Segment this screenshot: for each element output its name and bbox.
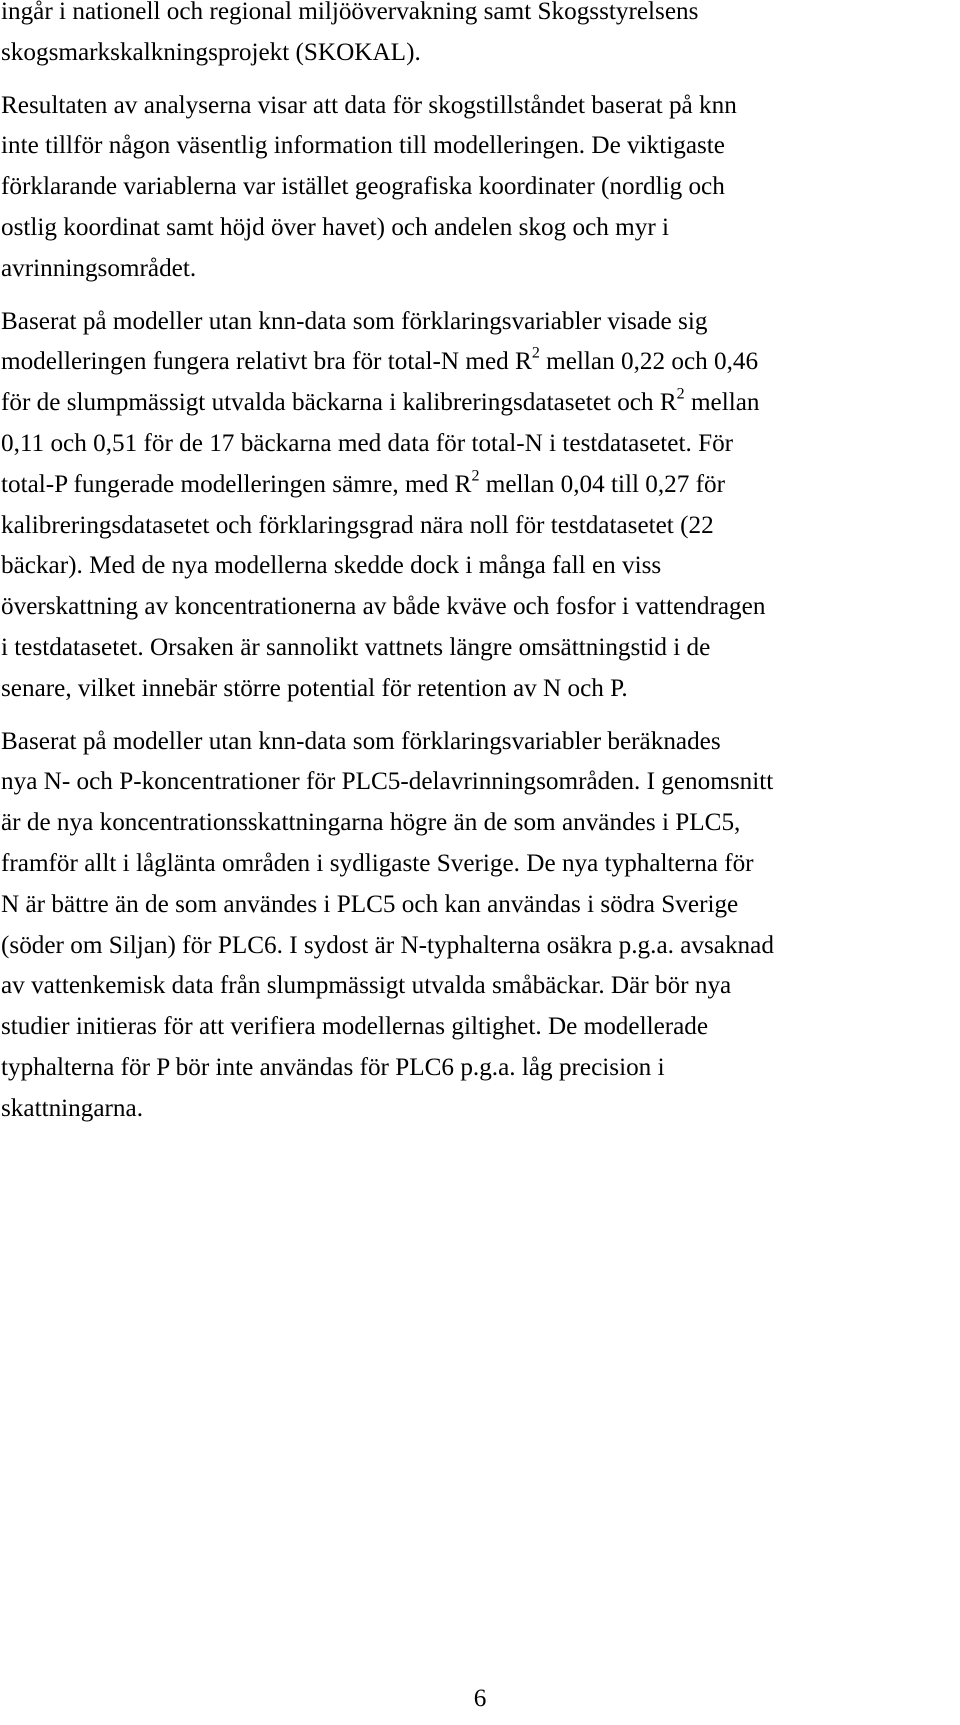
paragraph-gap bbox=[1, 710, 950, 722]
superscript-r-squared: 2 bbox=[676, 385, 685, 403]
paragraph-gap bbox=[1, 290, 950, 302]
superscript-r-squared: 2 bbox=[471, 467, 480, 485]
superscript-r-squared: 2 bbox=[531, 344, 540, 362]
paragraph-model-performance bbox=[1, 302, 950, 710]
paragraph-analysis-results bbox=[1, 86, 950, 290]
page-number: 6 bbox=[473, 1685, 487, 1712]
paragraph-continuation-skokal bbox=[1, 0, 950, 74]
text-segment: Baserat på modeller utan knn-data som förklaringsvariabler beräknades nya N- och P-koncentrationer för PLC5-delavrinningsområden. I genomsnitt är de nya koncentrationsskattningarna högre än de som användes i PLC5, framför allt i låglänta områden i sydligaste Sverige. De nya typhalterna för N är bättre än de som användes i PLC5 och kan användas i södra Sverige (söder om Siljan) för PLC6. I sydost är N-typhalterna osäkra p.g.a. avsaknad av vattenkemisk data från slumpmässigt utvalda småbäckar. Där bör nya studier initieras för att verifiera modellernas giltighet. De modellerade typhalterna för P bör inte användas för PLC6 p.g.a. låg precision i skattningarna. bbox=[1, 727, 774, 1122]
text-segment: mellan 0,11 och 0,51 för de 17 bäckarna med data för total-N i testdatasetet. För total-P fungerade modelleringen sämre, med R bbox=[1, 389, 760, 498]
text-segment: ingår i nationell och regional miljöövervakning samt Skogsstyrelsens skogsmarkskalkningsprojekt (SKOKAL). bbox=[1, 0, 699, 66]
paragraph-new-concentrations bbox=[1, 722, 950, 1130]
text-segment: mellan 0,04 till 0,27 för kalibreringsdatasetet och förklaringsgrad nära noll för testdatasetet (22 bäckar). Med de nya modellerna skedde dock i många fall en viss överskattning av koncentrationerna av både kväve och fosfor i vattendragen i testdatasetet. Orsaken är sannolikt vattnets längre omsättningstid i de senare, vilket innebär större potential för retention av N och P. bbox=[1, 470, 766, 702]
text-segment: Baserat på modeller utan knn-data som förklaringsvariabler visade sig modelleringen fungera relativt bra för total-N med R bbox=[1, 307, 708, 376]
text-segment: Resultaten av analyserna visar att data för skogstillståndet baserat på knn inte tillför någon väsentlig information till modelleringen. De viktigaste förklarande variablerna var istället geografiska koordinater (nordlig och ostlig koordinat samt höjd över havet) och andelen skog och myr i avrinningsområdet. bbox=[1, 91, 737, 282]
text-segment: mellan 0,22 och 0,46 för de slumpmässigt utvalda bäckarna i kalibreringsdatasetet och R bbox=[1, 348, 759, 417]
paragraph-gap bbox=[1, 74, 950, 86]
